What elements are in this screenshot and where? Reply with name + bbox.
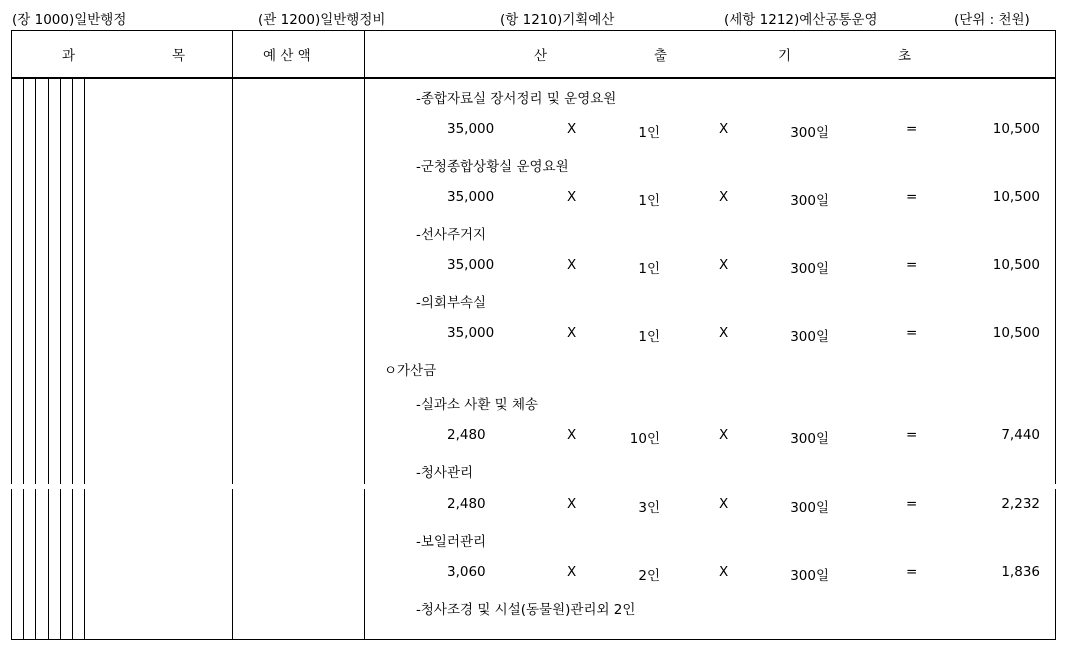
sub-item-row — [0, 530, 1067, 552]
multiply-sign: X — [719, 257, 729, 273]
header-hang: (항 1210)기획예산 — [500, 12, 615, 28]
equals-sign: = — [906, 189, 918, 205]
column-header-calc-1: 산 — [534, 48, 548, 64]
calc-row — [0, 496, 1067, 518]
multiply-sign: X — [719, 496, 729, 512]
days: 300일 — [790, 329, 829, 345]
unit-cost: 35,000 — [447, 189, 495, 205]
sub-item-label: -실과소 사환 및 체송 — [416, 397, 539, 413]
equals-sign: = — [906, 257, 918, 273]
sub-item-row — [0, 223, 1067, 245]
sub-item-row — [0, 598, 1067, 620]
days: 300일 — [790, 193, 829, 209]
days: 300일 — [790, 125, 829, 141]
quantity: 10인 — [629, 431, 660, 447]
amount: 1,836 — [1001, 564, 1040, 580]
sub-item-label: -선사주거지 — [416, 227, 487, 243]
amount: 7,440 — [1001, 427, 1040, 443]
column-header-budget: 예 산 액 — [263, 48, 311, 64]
column-header-mok: 목 — [172, 48, 186, 64]
quantity: 1인 — [638, 261, 660, 277]
unit-cost: 2,480 — [447, 496, 486, 512]
quantity: 1인 — [638, 329, 660, 345]
header-gwan: (관 1200)일반행정비 — [258, 12, 386, 28]
calc-row — [0, 121, 1067, 143]
calc-row — [0, 325, 1067, 347]
unit-cost: 35,000 — [447, 121, 495, 137]
multiply-sign: X — [567, 189, 577, 205]
unit-cost: 35,000 — [447, 325, 495, 341]
equals-sign: = — [906, 121, 918, 137]
multiply-sign: X — [719, 564, 729, 580]
equals-sign: = — [906, 325, 918, 341]
unit-cost: 35,000 — [447, 257, 495, 273]
sub-item-label: -청사조경 및 시설(동물원)관리외 2인 — [416, 602, 636, 618]
multiply-sign: X — [719, 427, 729, 443]
equals-sign: = — [906, 564, 918, 580]
amount: 10,500 — [992, 121, 1040, 137]
multiply-sign: X — [719, 325, 729, 341]
calc-row — [0, 257, 1067, 279]
equals-sign: = — [906, 427, 918, 443]
days: 300일 — [790, 500, 829, 516]
sub-item-row — [0, 155, 1067, 177]
unit-cost: 2,480 — [447, 427, 486, 443]
column-header-calc-2: 출 — [654, 48, 668, 64]
main-item-row — [0, 359, 1067, 381]
multiply-sign: X — [567, 257, 577, 273]
calc-row — [0, 427, 1067, 449]
column-header-calc-4: 초 — [898, 48, 912, 64]
sub-item-label: -청사관리 — [416, 465, 474, 481]
multiply-sign: X — [567, 564, 577, 580]
equals-sign: = — [906, 496, 918, 512]
multiply-sign: X — [567, 496, 577, 512]
multiply-sign: X — [719, 189, 729, 205]
multiply-sign: X — [719, 121, 729, 137]
column-header-divider — [11, 77, 1056, 79]
quantity: 3인 — [638, 500, 660, 516]
column-header-gwa: 과 — [62, 48, 76, 64]
sub-item-label: -종합자료실 장서정리 및 운영요원 — [416, 91, 617, 107]
days: 300일 — [790, 568, 829, 584]
unit-cost: 3,060 — [447, 564, 486, 580]
sub-item-row — [0, 393, 1067, 415]
multiply-sign: X — [567, 121, 577, 137]
sub-item-label: -의회부속실 — [416, 295, 487, 311]
amount: 10,500 — [992, 325, 1040, 341]
multiply-sign: X — [567, 427, 577, 443]
calc-row — [0, 189, 1067, 211]
header-sehang: (세항 1212)예산공통운영 — [724, 12, 878, 28]
header-unit: (단위 : 천원) — [954, 12, 1030, 28]
amount: 10,500 — [992, 189, 1040, 205]
amount: 2,232 — [1001, 496, 1040, 512]
days: 300일 — [790, 431, 829, 447]
quantity: 1인 — [638, 193, 660, 209]
sub-item-row — [0, 87, 1067, 109]
sub-item-row — [0, 291, 1067, 313]
column-header-calc-3: 기 — [778, 48, 792, 64]
page-break-gap — [0, 484, 1067, 489]
header-jang: (장 1000)일반행정 — [12, 12, 127, 28]
amount: 10,500 — [992, 257, 1040, 273]
quantity: 1인 — [638, 125, 660, 141]
multiply-sign: X — [567, 325, 577, 341]
main-item-label: ㅇ가산금 — [384, 363, 437, 379]
sub-item-label: -보일러관리 — [416, 534, 487, 550]
sub-item-label: -군청종합상황실 운영요원 — [416, 159, 569, 175]
sub-item-row — [0, 461, 1067, 483]
calc-row — [0, 564, 1067, 586]
quantity: 2인 — [638, 568, 660, 584]
days: 300일 — [790, 261, 829, 277]
